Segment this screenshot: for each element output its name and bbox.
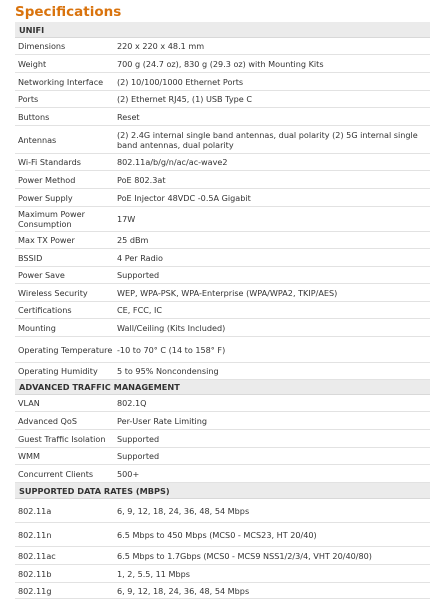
spec-label: Certifications <box>18 305 72 315</box>
spec-label: Ports <box>18 94 39 104</box>
spec-value: 500+ <box>117 468 140 479</box>
spec-row <box>15 55 430 73</box>
spec-row <box>15 363 430 380</box>
spec-label: 802.11a <box>18 505 52 516</box>
spec-label: 802.11g <box>18 585 52 596</box>
spec-value: 6, 9, 12, 18, 24, 36, 48, 54 Mbps <box>117 505 250 516</box>
spec-row <box>15 412 430 430</box>
spec-label: Buttons <box>18 111 50 122</box>
section-header: ADVANCED TRAFFIC MANAGEMENT <box>15 380 430 395</box>
spec-row <box>15 249 430 267</box>
spec-label: Power Method <box>18 174 76 185</box>
spec-value: -10 to 70° C (14 to 158° F) <box>117 344 226 355</box>
spec-value: 6.5 Mbps to 1.7Gbps (MCS0 - MCS9 NSS1/2/3/4, VHT 20/40/80) <box>117 550 372 561</box>
spec-label: BSSID <box>18 252 43 263</box>
spec-value: 220 x 220 x 48.1 mm <box>117 41 205 51</box>
spec-row <box>15 499 430 523</box>
spec-label: Wi-Fi Standards <box>18 157 81 167</box>
spec-value: 802.1Q <box>117 398 147 408</box>
spec-label: Mounting <box>18 322 56 333</box>
spec-label: Max TX Power <box>18 235 75 245</box>
spec-row <box>15 547 430 565</box>
spec-row <box>15 302 430 319</box>
spec-value: WEP, WPA-PSK, WPA-Enterprise (WPA/WPA2, TKIP/AES) <box>117 287 338 298</box>
spec-label: 802.11n <box>18 529 52 540</box>
spec-value: 5 to 95% Noncondensing <box>117 366 219 376</box>
spec-label: Concurrent Clients <box>18 468 94 479</box>
spec-value: 1, 2, 5.5, 11 Mbps <box>117 568 190 579</box>
spec-label: Antennas <box>18 134 57 145</box>
spec-value: Supported <box>117 433 160 444</box>
spec-label: Power Supply <box>18 192 73 203</box>
spec-row <box>15 430 430 448</box>
spec-label: Operating Temperature <box>18 344 113 355</box>
spec-row <box>15 267 430 284</box>
spec-value: 802.11a/b/g/n/ac/ac-wave2 <box>117 157 228 167</box>
spec-label: VLAN <box>18 398 40 408</box>
spec-row <box>15 395 430 412</box>
spec-row <box>15 171 430 189</box>
page-title: Specifications <box>15 4 122 20</box>
spec-value: Reset <box>117 111 140 122</box>
spec-label: Advanced QoS <box>18 415 78 426</box>
spec-value: PoE 802.3at <box>117 174 166 185</box>
spec-label: Operating Humidity <box>18 366 98 376</box>
spec-row <box>15 73 430 91</box>
spec-label: Weight <box>18 58 47 69</box>
spec-value: (2) Ethernet RJ45, (1) USB Type C <box>117 94 252 104</box>
spec-value: Wall/Ceiling (Kits Included) <box>117 322 226 333</box>
spec-value: Per-User Rate Limiting <box>117 415 208 426</box>
spec-row <box>15 38 430 55</box>
spec-value: Supported <box>117 270 160 280</box>
section-header: SUPPORTED DATA RATES (MBPS) <box>15 483 430 499</box>
spec-row <box>15 207 430 232</box>
spec-row <box>15 583 430 599</box>
spec-row <box>15 126 430 154</box>
spec-row <box>15 448 430 465</box>
spec-value: CE, FCC, IC <box>117 305 163 315</box>
spec-value: 6.5 Mbps to 450 Mbps (MCS0 - MCS23, HT 20/40) <box>117 529 317 540</box>
section-header: UNIFI <box>15 22 430 38</box>
spec-table <box>15 22 430 599</box>
spec-label: 802.11ac <box>18 550 56 561</box>
spec-row <box>15 523 430 547</box>
spec-row <box>15 465 430 483</box>
spec-row <box>15 565 430 583</box>
spec-value: 700 g (24.7 oz), 830 g (29.3 oz) with Mounting Kits <box>117 58 324 69</box>
spec-value: 4 Per Radio <box>117 252 163 263</box>
spec-label: Maximum Power Consumption <box>18 209 85 229</box>
spec-value: 17W <box>117 214 136 224</box>
spec-row <box>15 284 430 302</box>
spec-value: 6, 9, 12, 18, 24, 36, 48, 54 Mbps <box>117 585 250 596</box>
spec-label: Dimensions <box>18 41 66 51</box>
spec-row <box>15 108 430 126</box>
spec-value: (2) 10/100/1000 Ethernet Ports <box>117 76 244 87</box>
spec-label: Networking Interface <box>18 76 104 87</box>
spec-value: Supported <box>117 451 160 461</box>
spec-row <box>15 232 430 249</box>
spec-label: Wireless Security <box>18 287 88 298</box>
spec-row <box>15 189 430 207</box>
spec-label: Power Save <box>18 270 65 280</box>
spec-row <box>15 91 430 108</box>
spec-value: (2) 2.4G internal single band antennas, dual polarity (2) 5G internal single band antennas, dual polarity <box>117 129 418 150</box>
spec-value: 25 dBm <box>117 235 149 245</box>
spec-row <box>15 319 430 337</box>
spec-label: WMM <box>18 451 40 461</box>
spec-label: 802.11b <box>18 568 52 579</box>
spec-label: Guest Traffic Isolation <box>18 433 106 444</box>
spec-value: PoE Injector 48VDC -0.5A Gigabit <box>117 192 251 203</box>
spec-row <box>15 154 430 171</box>
spec-row <box>15 337 430 363</box>
